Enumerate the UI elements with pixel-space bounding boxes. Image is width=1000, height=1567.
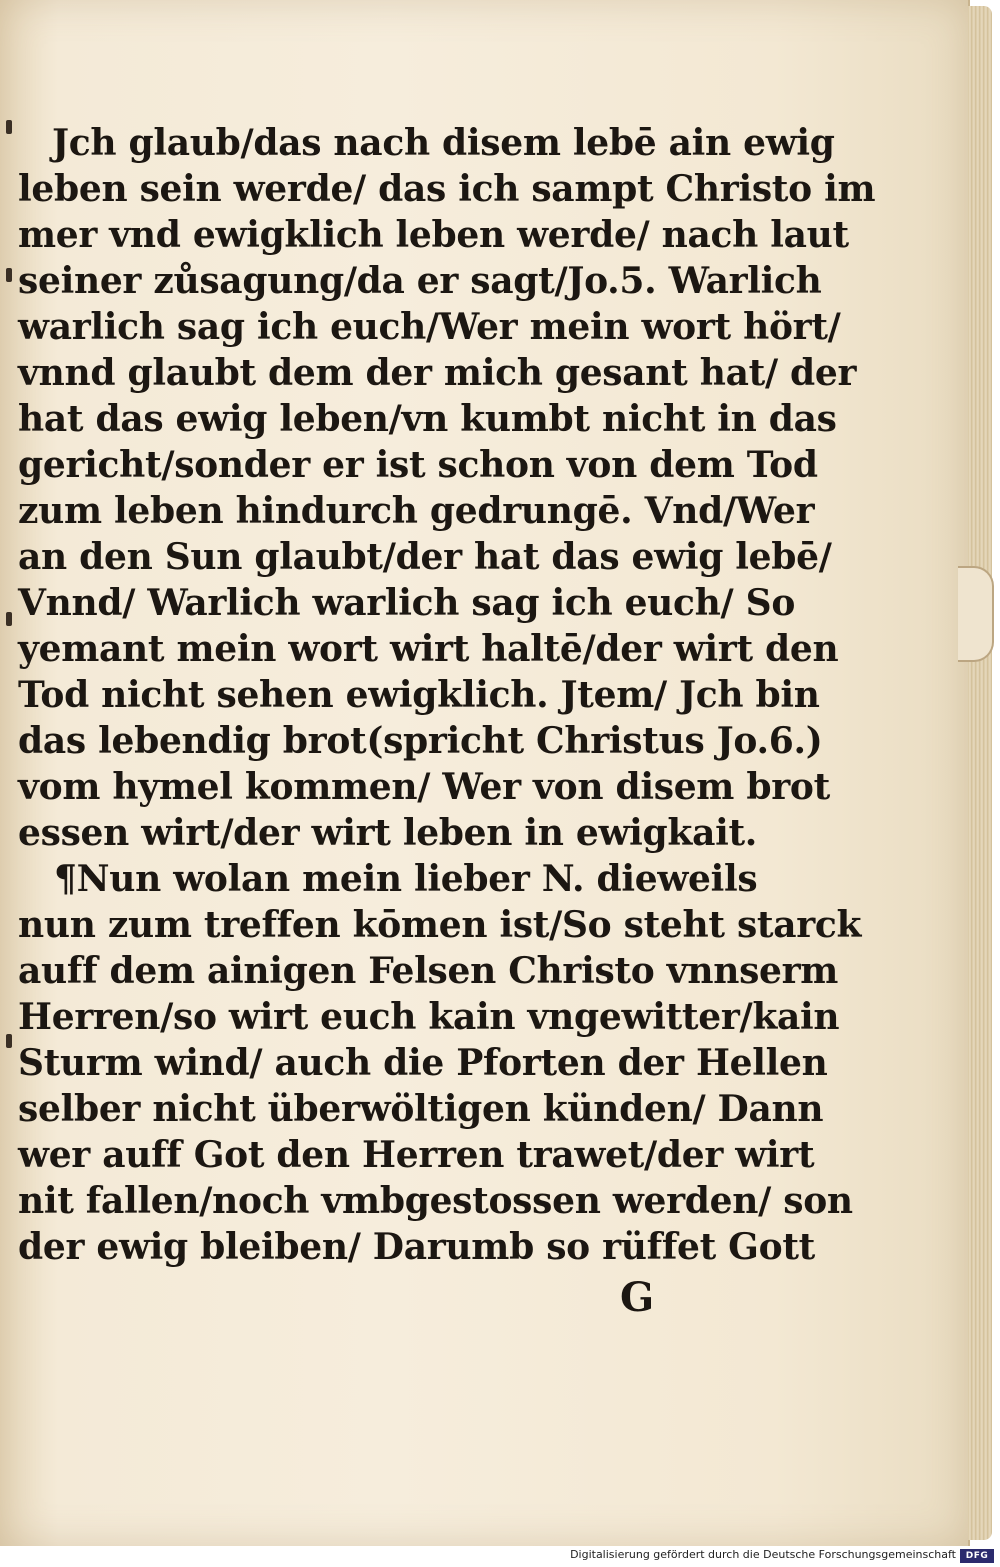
text-line: an den Sun glaubt/der hat das ewig lebē/ [18,536,832,578]
dfg-logo: DFG [960,1549,994,1563]
text-line: seiner zůsagung/da er sagt/Jo.5. Warlich [18,260,822,302]
gutter-mark [6,268,12,282]
text-line: zum leben hindurch gedrungē. Vnd/Wer [18,490,815,532]
text-line: vom hymel kommen/ Wer von disem brot [18,766,830,808]
text-line: Vnnd/ Warlich warlich sag ich euch/ So [18,582,796,624]
funding-credit: Digitalisierung gefördert durch die Deutsche Forschungsgemeinschaft [570,1548,956,1561]
gutter-mark [6,612,12,626]
text-line: hat das ewig leben/vn kumbt nicht in das [18,398,837,440]
text-line: vnnd glaubt dem der mich gesant hat/ der [18,352,857,394]
text-line: Sturm wind/ auch die Pforten der Hellen [18,1042,828,1084]
text-line: das lebendig brot(spricht Christus Jo.6.) [18,720,823,762]
text-line: gericht/sonder er ist schon von dem Tod [18,444,818,486]
text-line: wer auff Got den Herren trawet/der wirt [18,1134,815,1176]
footer-bar [0,1546,1000,1567]
text-line: selber nicht überwöltigen künden/ Dann [18,1088,824,1130]
text-line: Tod nicht sehen ewigklich. Jtem/ Jch bin [18,674,820,716]
text-line: auff dem ainigen Felsen Christo vnnserm [18,950,839,992]
gutter-mark [6,120,12,134]
page-edge-stack [968,6,992,1540]
text-line: warlich sag ich euch/Wer mein wort hört/ [18,306,841,348]
gutter-mark [6,1034,12,1048]
text-line: Herren/so wirt euch kain vngewitter/kain [18,996,840,1038]
signature-mark: G [620,1274,655,1321]
text-line: der ewig bleiben/ Darumb so rüffet Gott [18,1226,815,1268]
text-line: nun zum treffen kōmen ist/So steht starck [18,904,862,946]
text-line: Jch glaub/das nach disem lebē ain ewig [52,122,835,164]
text-line: mer vnd ewigklich leben werde/ nach laut [18,214,849,256]
text-line: yemant mein wort wirt haltē/der wirt den [18,628,839,670]
text-line: leben sein werde/ das ich sampt Christo im [18,168,876,210]
page-tab [958,566,994,662]
text-line: nit fallen/noch vmbgestossen werden/ son [18,1180,853,1222]
paragraph-mark-line: ¶Nun wolan mein lieber N. dieweils [54,858,758,900]
text-line: essen wirt/der wirt leben in ewigkait. [18,812,758,854]
page-text-block [18,120,876,1270]
